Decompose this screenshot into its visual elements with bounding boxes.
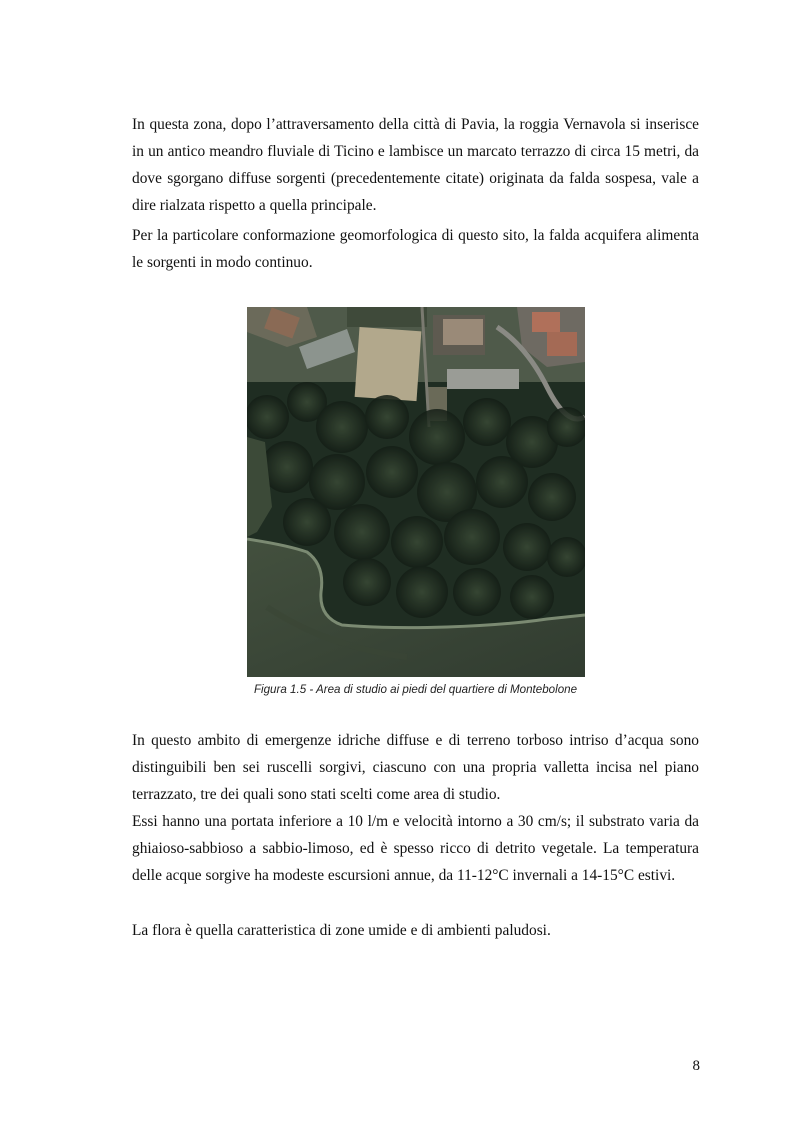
paragraph-flora: La flora è quella caratteristica di zone umide e di ambienti paludosi. [132, 922, 551, 939]
figure-caption: Figura 1.5 - Area di studio ai piedi del quartiere di Montebolone [253, 683, 578, 696]
paragraph-geomorphology: Per la particolare conformazione geomorfologica di questo sito, la falda acquifera alimenta le sorgenti in modo continuo. [132, 227, 699, 271]
paragraph-flow: Essi hanno una portata inferiore a 10 l/m e velocità intorno a 30 cm/s; il substrato varia da ghiaioso-sabbioso a sabbio-limoso, ed è spesso ricco di detrito vegetale. La temperatura delle acque sorgive ha modeste escursioni annue, da 11-12°C invernali a 14-15°C estivi. [132, 813, 699, 884]
paragraph-streams: In questo ambito di emergenze idriche diffuse e di terreno torboso intriso d’acqua sono distinguibili ben sei ruscelli sorgivi, ciascuno con una propria valletta incisa nel piano terrazzato, tre dei quali sono stati scelti come area di studio. [132, 732, 699, 803]
aerial-photo-image [247, 307, 585, 677]
paragraph-intro: In questa zona, dopo l’attraversamento della città di Pavia, la roggia Vernavola si inserisce in un antico meandro fluviale di Ticino e lambisce un marcato terrazzo di circa 15 metri, da dove sgorgano diffuse sorgenti (precedentemente citate) originata da falda sospesa, vale a dire rialzata rispetto a quella principale. [132, 116, 699, 214]
page-number: 8 [692, 1058, 700, 1074]
aerial-photo-study-area [247, 307, 585, 677]
